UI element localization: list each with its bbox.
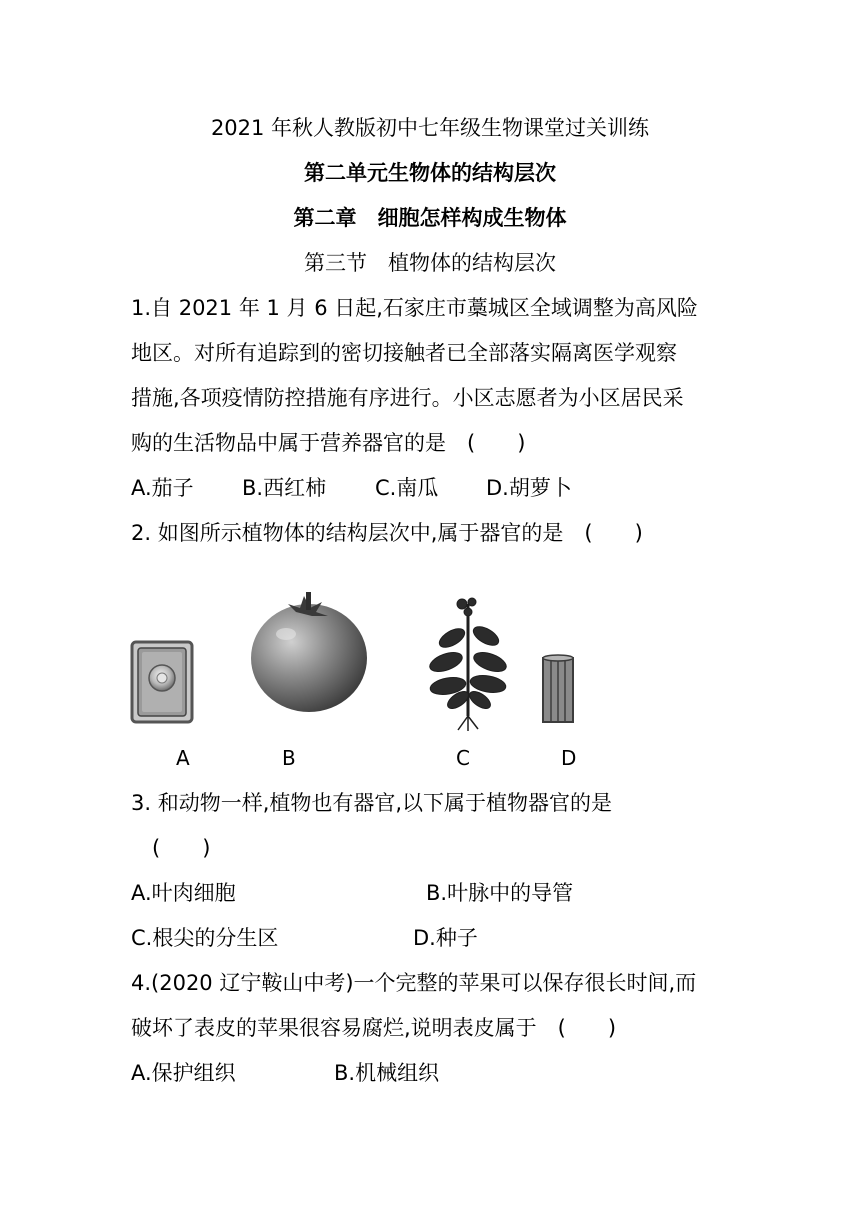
chapter-heading: 第二章 细胞怎样构成生物体 <box>293 206 567 230</box>
question-3-line-1: 3. 和动物一样,植物也有器官,以下属于植物器官的是 <box>131 791 613 815</box>
question-1-option-d: D.胡萝卜 <box>486 476 572 500</box>
question-3-option-d: D.种子 <box>413 926 478 950</box>
tomato-figure <box>248 590 370 714</box>
question-1-line-2: 地区。对所有追踪到的密切接触者已全部落实隔离医学观察 <box>131 341 677 365</box>
figure-label-b: B <box>282 746 296 770</box>
question-4-option-a: A.保护组织 <box>131 1061 236 1085</box>
document-title: 2021 年秋人教版初中七年级生物课堂过关训练 <box>210 116 650 140</box>
question-1-line-4: 购的生活物品中属于营养器官的是 ( ) <box>131 431 526 455</box>
plant-cell-figure <box>130 640 194 724</box>
plant-figure <box>428 596 510 732</box>
question-3-option-c: C.根尖的分生区 <box>131 926 279 950</box>
question-1-line-1: 1.自 2021 年 1 月 6 日起,石家庄市藁城区全域调整为高风险 <box>131 296 698 320</box>
section-heading: 第三节 植物体的结构层次 <box>304 251 556 275</box>
question-4-line-1: 4.(2020 辽宁鞍山中考)一个完整的苹果可以保存很长时间,而 <box>131 971 697 995</box>
figure-label-c: C <box>456 746 470 770</box>
question-1-option-c: C.南瓜 <box>375 476 439 500</box>
tissue-figure <box>540 654 576 726</box>
figure-label-a: A <box>176 746 190 770</box>
question-1-option-a: A.茄子 <box>131 476 194 500</box>
unit-heading: 第二单元生物体的结构层次 <box>304 161 556 185</box>
question-3-option-a: A.叶肉细胞 <box>131 881 236 905</box>
question-3-option-b: B.叶脉中的导管 <box>426 881 574 905</box>
question-2-line-1: 2. 如图所示植物体的结构层次中,属于器官的是 ( ) <box>131 521 643 545</box>
question-1-line-3: 措施,各项疫情防控措施有序进行。小区志愿者为小区居民采 <box>131 386 684 410</box>
question-1-option-b: B.西红柿 <box>242 476 327 500</box>
figure-label-d: D <box>561 746 577 770</box>
question-3-line-2: ( ) <box>152 836 211 860</box>
question-4-option-b: B.机械组织 <box>334 1061 440 1085</box>
question-4-line-2: 破坏了表皮的苹果很容易腐烂,说明表皮属于 ( ) <box>131 1016 617 1040</box>
